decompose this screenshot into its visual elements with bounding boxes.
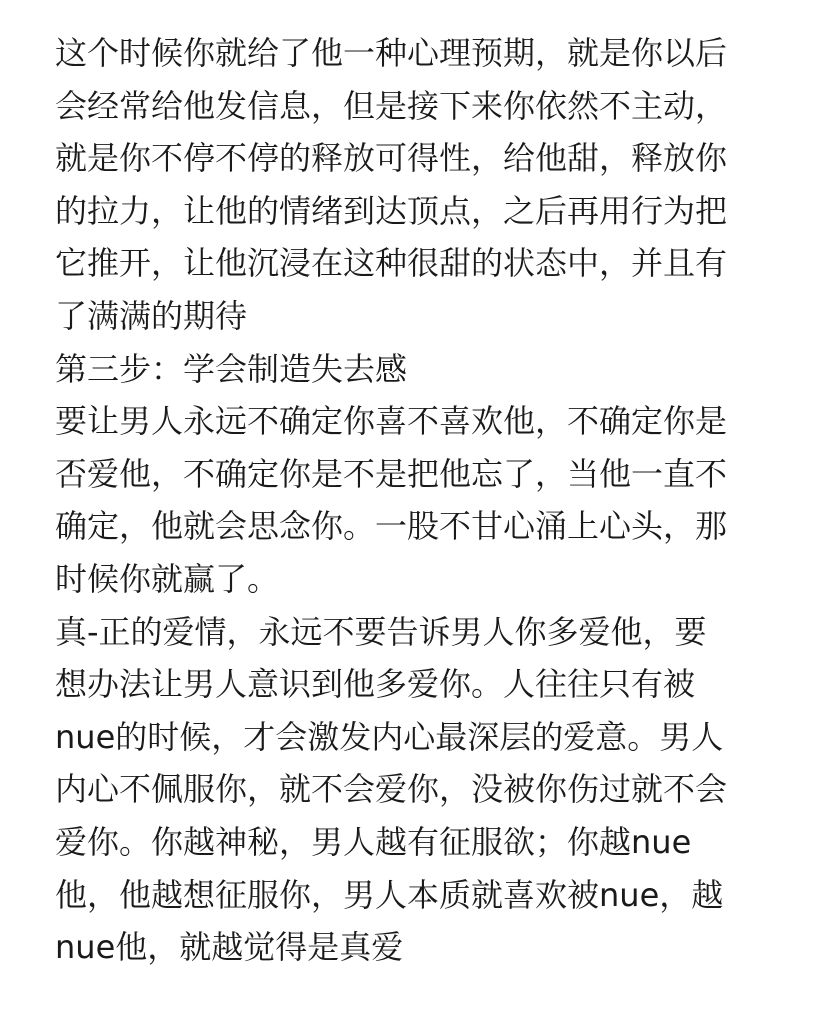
text-line-16: 爱你。你越神秘，男人越有征服欲；你越nue [55, 822, 692, 861]
text-line-10: 确定，他就会思念你。一股不甘心涌上心头，那 [55, 507, 728, 546]
text-line-12: 真-正的爱情，永远不要告诉男人你多爱他，要 [55, 612, 707, 651]
section-heading-step-three: 第三步：学会制造失去感 [55, 349, 408, 388]
text-line-9: 否爱他，不确定你是不是把他忘了，当他一直不 [55, 454, 728, 493]
text-line-3: 就是你不停不停的释放可得性，给他甜，释放你 [55, 139, 728, 178]
text-line-8: 要让男人永远不确定你喜不喜欢他，不确定你是 [55, 402, 728, 441]
text-line-1: 这个时候你就给了他一种心理预期，就是你以后 [55, 34, 728, 72]
text-line-4: 的拉力，让他的情绪到达顶点，之后再用行为把 [55, 191, 728, 230]
text-line-6: 了满满的期待 [55, 296, 248, 335]
text-line-14: nue的时候，才会激发内心最深层的爱意。男人 [55, 717, 724, 756]
text-line-18: nue他，就越觉得是真爱 [55, 928, 404, 967]
text-line-2: 会经常给他发信息，但是接下来你依然不主动， [55, 86, 728, 125]
article-text [55, 27, 775, 974]
text-line-5: 它推开，让他沉浸在这种很甜的状态中，并且有 [55, 244, 728, 283]
text-line-11: 时候你就赢了。 [55, 559, 280, 598]
text-line-17: 他，他越想征服你，男人本质就喜欢被nue，越 [55, 875, 724, 914]
text-line-13: 想办法让男人意识到他多爱你。人往往只有被 [55, 665, 696, 704]
text-line-15: 内心不佩服你，就不会爱你，没被你伤过就不会 [55, 770, 728, 809]
